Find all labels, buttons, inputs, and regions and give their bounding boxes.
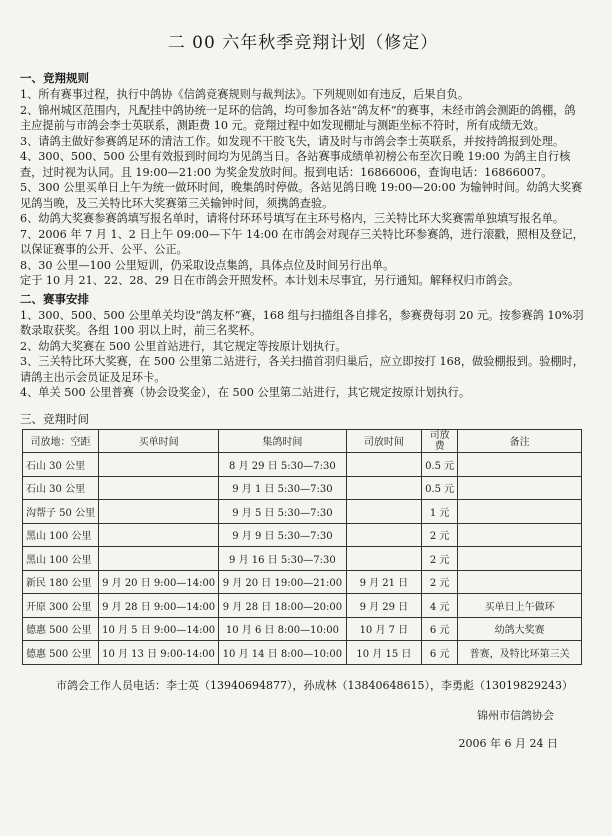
rule-item: 3、请鸽主做好参赛鸽足环的清洁工作。如发现不干胶飞失，请及时与市鸽会李士英联系，并按持鸽报到处理。 xyxy=(20,134,565,148)
cell-release-fee: 0.5 元 xyxy=(422,453,458,477)
cell-purchase-time: 9 月 20 日 9:00—14:00 xyxy=(99,570,219,594)
cell-release-fee: 2 元 xyxy=(422,523,458,547)
rule-item: 6、幼鸽大奖赛参赛鸽填写报名单时，请将付环环号填写在主环号格内，三关特比环大奖赛需单独填写报名单。 xyxy=(20,212,565,225)
cell-remarks xyxy=(458,523,582,547)
schedule-item: 3、三关特比环大奖赛，在 500 公里第二站进行，各关扫描首羽归巢后，应立即按打 168，做验棚报到。验棚时，请鸽主出示会员证及足环卡。 xyxy=(20,355,584,384)
cell-purchase-time xyxy=(99,476,219,500)
cell-remarks: 买单日上午做环 xyxy=(458,594,582,618)
cell-remarks: 普赛，及特比环第三关 xyxy=(458,641,582,665)
cell-release-site: 石山 30 公里 xyxy=(23,476,99,500)
cell-release-time: 9 月 21 日 xyxy=(346,570,421,594)
header-remarks: 备注 xyxy=(458,429,582,453)
cell-release-fee: 2 元 xyxy=(422,547,458,571)
cell-release-time xyxy=(346,476,421,500)
cell-remarks xyxy=(458,500,582,524)
cell-purchase-time xyxy=(99,453,219,477)
cell-purchase-time: 9 月 28 日 9:00—14:00 xyxy=(99,594,219,618)
cell-collect-time: 9 月 20 日 19:00—21:00 xyxy=(219,570,346,594)
table-row xyxy=(23,547,582,571)
cell-release-time xyxy=(346,547,421,571)
rule-item: 7、2006 年 7 月 1、2 日上午 09:00—下午 14:00 在市鸽会对现存三关特比环参赛鸽，进行滚戳，照相及登记，以保证赛事的公开、公平、公正。 xyxy=(20,227,584,256)
cell-collect-time: 10 月 6 日 8:00—10:00 xyxy=(219,617,346,641)
rule-item: 5、300 公里买单日上午为统一做环时间，晚集鸽时停做。各站见鸽日晚 19:00—20:00 为输钟时间。幼鸽大奖赛见鸽当晚，及三关特比环大奖赛第三关输钟时间，须携鸽查验。 xyxy=(20,181,583,210)
cell-release-site: 沟帮子 50 公里 xyxy=(23,500,99,524)
cell-collect-time: 9 月 5 日 5:30—7:30 xyxy=(219,500,346,524)
rule-item: 4、300、500、500 公里有效报到时间均为见鸽当日。各站赛事成绩单初榜公布至次日晚 19:00 为鸽主自行核查，过时视为认同。且 19:00—21:00 为奖金发放时间。报到电话：16866006，查询电话：16866007。 xyxy=(20,150,571,179)
cell-release-site: 黑山 100 公里 xyxy=(23,523,99,547)
cell-release-fee: 1 元 xyxy=(422,500,458,524)
cell-remarks xyxy=(458,570,582,594)
cell-remarks xyxy=(458,547,582,571)
table-row xyxy=(23,500,582,524)
cell-release-site: 新民 180 公里 xyxy=(23,570,99,594)
schedule-item: 4、单关 500 公里普赛（协会设奖金），在 500 公里第二站进行，其它规定按原计划执行。 xyxy=(20,386,471,399)
cell-purchase-time xyxy=(99,547,219,571)
cell-remarks xyxy=(458,453,582,477)
issue-date: 2006 年 6 月 24 日 xyxy=(458,736,558,750)
cell-release-fee: 4 元 xyxy=(422,594,458,618)
document-title: 二 00 六年秋季竞翔计划（修定） xyxy=(167,33,439,53)
table-row xyxy=(23,594,582,618)
section-rules xyxy=(20,71,586,289)
table-row xyxy=(23,617,582,641)
cell-release-time xyxy=(346,453,421,477)
cell-collect-time: 10 月 14 日 8:00—10:00 xyxy=(219,641,346,665)
rule-item: 定于 10 月 21、22、28、29 日在市鸽会开照发杯。本计划未尽事宜，另行通知。解释权归市鸽会。 xyxy=(20,274,520,287)
table-row xyxy=(23,570,582,594)
table-row xyxy=(23,453,582,477)
cell-collect-time: 8 月 29 日 5:30—7:30 xyxy=(219,453,346,477)
cell-release-site: 黑山 100 公里 xyxy=(23,547,99,571)
cell-release-fee: 6 元 xyxy=(422,617,458,641)
cell-release-site: 德惠 500 公里 xyxy=(23,617,99,641)
cell-release-site: 石山 30 公里 xyxy=(23,453,99,477)
table-row xyxy=(23,641,582,665)
schedule-item: 2、幼鸽大奖赛在 500 公里首站进行，其它规定等按原计划执行。 xyxy=(20,339,347,353)
table-row xyxy=(23,523,582,547)
cell-collect-time: 9 月 9 日 5:30—7:30 xyxy=(219,523,346,547)
organization-name: 锦州市信鸽协会 xyxy=(477,708,554,722)
section-rules-heading: 一、竞翔规则 xyxy=(20,71,89,85)
cell-release-fee: 6 元 xyxy=(422,641,458,665)
section-schedule xyxy=(20,292,586,401)
cell-release-fee: 2 元 xyxy=(422,570,458,594)
cell-purchase-time xyxy=(99,500,219,524)
header-collect-time: 集鸽时间 xyxy=(219,429,346,453)
section-times-heading: 三、竞翔时间 xyxy=(20,411,89,426)
rule-item: 8、30 公里—100 公里短训，仍采取设点集鸽，具体点位及时间另行出单。 xyxy=(20,258,395,272)
cell-purchase-time: 10 月 13 日 9:00-14:00 xyxy=(99,641,219,665)
table-row xyxy=(23,476,582,500)
cell-release-time xyxy=(346,523,421,547)
rule-item: 2、锦州城区范围内，凡配挂中鸽协统一足环的信鸽，均可参加各站“鸽友杯”的赛事，未经市鸽会测距的鸽棚，鸽主应提前与市鸽会李士英联系，测距费 10 元。竞翔过程中如发现棚址与测距坐标不符时，所有成绩无效。 xyxy=(20,103,576,132)
header-purchase-time: 买单时间 xyxy=(99,429,219,453)
cell-release-fee: 0.5 元 xyxy=(422,476,458,500)
rule-item: 1、所有赛事过程，执行中鸽协《信鸽竞赛规则与裁判法》。下列规则如有违反，后果自负。 xyxy=(20,88,470,101)
cell-release-site: 德惠 500 公里 xyxy=(23,641,99,665)
cell-remarks xyxy=(458,476,582,500)
section-schedule-heading: 二、赛事安排 xyxy=(20,291,89,306)
cell-collect-time: 9 月 16 日 5:30—7:30 xyxy=(219,547,346,571)
cell-release-site: 开原 300 公里 xyxy=(23,594,99,618)
cell-release-time: 9 月 29 日 xyxy=(346,594,421,618)
cell-collect-time: 9 月 28 日 18:00—20:00 xyxy=(219,594,346,618)
cell-remarks: 幼鸽大奖赛 xyxy=(458,617,582,641)
race-time-table xyxy=(22,429,582,665)
cell-purchase-time xyxy=(99,523,219,547)
header-release-site: 司放地：空距 xyxy=(23,429,99,453)
cell-purchase-time: 10 月 5 日 9:00—14:00 xyxy=(99,617,219,641)
header-release-time: 司放时间 xyxy=(346,429,421,453)
table-header-row xyxy=(23,429,582,453)
contact-phones: 市鸽会工作人员电话：李士英（13940694877），孙成林（13840648615），李勇彪（13019829243） xyxy=(56,678,573,692)
cell-release-time xyxy=(346,500,421,524)
cell-release-time: 10 月 15 日 xyxy=(346,641,421,665)
cell-collect-time: 9 月 1 日 5:30—7:30 xyxy=(219,476,346,500)
schedule-item: 1、300、500、500 公里单关均设“鸽友杯”赛，168 组与扫描组各自排名，参赛费每羽 20 元。按参赛鸽 10%羽数录取获奖。各组 100 羽以上时，前三名奖杯。 xyxy=(20,308,584,337)
cell-release-time: 10 月 7 日 xyxy=(346,617,421,641)
header-release-fee: 司放费 xyxy=(422,429,458,453)
